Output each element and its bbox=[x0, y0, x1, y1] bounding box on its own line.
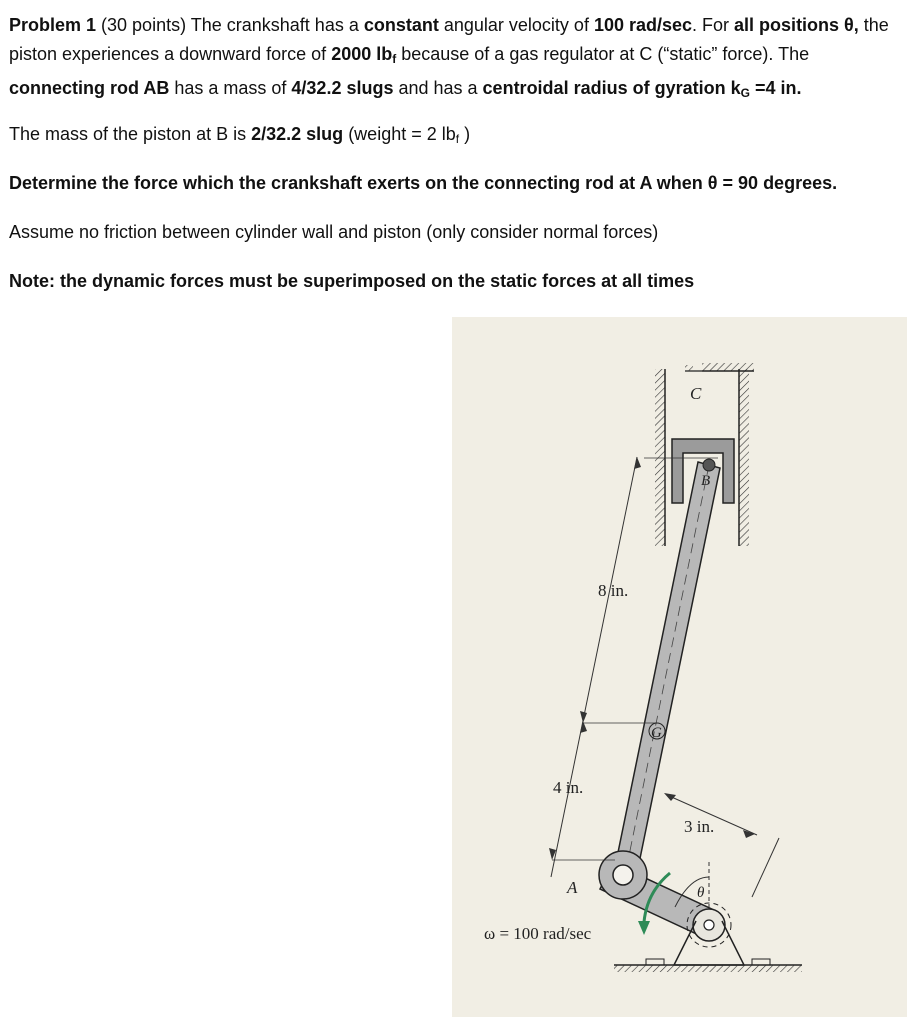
label-b: B bbox=[701, 473, 711, 489]
pin-b-icon bbox=[703, 459, 715, 471]
label-c: C bbox=[690, 384, 702, 403]
dim-8in: 8 in. bbox=[598, 581, 629, 600]
assumption-statement: Assume no friction between cylinder wall and piston (only consider normal forces) bbox=[9, 222, 659, 242]
label-a: A bbox=[567, 878, 578, 897]
dim-3in: 3 in. bbox=[684, 817, 715, 836]
problem-statement: Problem 1 (30 points) The crankshaft has a constant angular velocity of 100 rad/sec. For all positions θ, the piston experiences a downward force of 2000 $lb_f$ because of a gas regulator at C (“static” force). The connecting rod AB has a mass of 4/32.2 slugs and has a centroidal radius of gyration $k_G =4$ in. bbox=[9, 15, 889, 100]
pin-a-icon bbox=[613, 865, 633, 885]
dim-4in: 4 in. bbox=[553, 778, 584, 797]
label-theta: θ bbox=[697, 885, 705, 901]
piston-mass-statement: The mass of the piston at B is 2/32.2 slug (weight = 2 $lb_f$ ) bbox=[9, 124, 471, 146]
task-statement: Determine the force which the crankshaft exerts on the connecting rod at A when θ = 90 degrees. bbox=[9, 173, 838, 193]
crank-arm bbox=[599, 851, 731, 947]
connecting-rod bbox=[614, 459, 720, 878]
omega-label: ω = 100 rad/sec bbox=[484, 924, 592, 943]
crankshaft-figure bbox=[452, 317, 907, 1017]
note-statement: Note: the dynamic forces must be superimposed on the static forces at all times bbox=[9, 271, 695, 291]
label-g: G bbox=[651, 725, 662, 741]
